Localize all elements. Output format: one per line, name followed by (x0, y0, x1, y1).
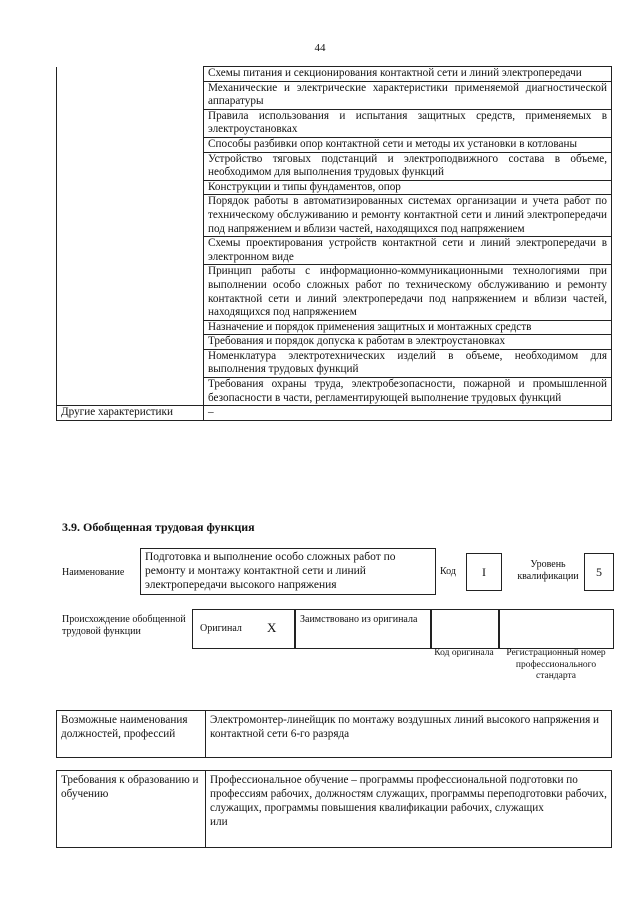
origin-label: Происхождение обобщенной трудовой функции (62, 614, 186, 637)
other-characteristics-row (57, 406, 612, 421)
knowledge-item: Устройство тяговых подстанций и электроподвижного состава в объеме, необходимом для выполнения трудовых функций (204, 152, 612, 180)
knowledge-item: Требования охраны труда, электробезопасности, пожарной и промышленной безопасности в части, регламентирующей выполнение трудовых функций (204, 378, 612, 406)
knowledge-left-cell (57, 265, 204, 320)
reg-number-cell (498, 609, 614, 649)
education-value: Профессиональное обучение – программы профессиональной подготовки по профессиям рабочих, должностям служащих, программы переподготовки рабочих, служащих, программы повышения квалификации рабочих, служащих (210, 774, 607, 814)
knowledge-row (57, 152, 612, 180)
code-box: I (466, 553, 502, 591)
knowledge-item: Схемы питания и секционирования контактной сети и линий электропередачи (204, 67, 612, 82)
education-table (56, 770, 612, 848)
level-box: 5 (584, 553, 614, 591)
positions-label: Возможные наименования должностей, профессий (57, 711, 206, 758)
knowledge-item: Требования и порядок допуска к работам в электроустановках (204, 335, 612, 350)
reg-caption: Регистрационный номер профессионального стандарта (506, 648, 606, 681)
knowledge-left-cell (57, 67, 204, 82)
knowledge-item: Правила использования и испытания защитных средств, применяемых в электроустановках (204, 109, 612, 137)
knowledge-row (57, 378, 612, 406)
borrowed-label: Заимствовано из оригинала (300, 614, 418, 625)
code-label: Код (440, 566, 456, 577)
knowledge-row (57, 180, 612, 195)
knowledge-left-cell (57, 320, 204, 335)
knowledge-row (57, 137, 612, 152)
knowledge-row (57, 81, 612, 109)
knowledge-item: Номенклатура электротехнических изделий в объеме, необходимом для выполнения трудовых функций (204, 349, 612, 377)
knowledge-row (57, 67, 612, 82)
knowledge-row (57, 195, 612, 237)
knowledge-row (57, 320, 612, 335)
knowledge-left-cell (57, 237, 204, 265)
original-label: Оригинал (200, 623, 242, 634)
code-caption: Код оригинала (434, 648, 494, 658)
knowledge-row (57, 237, 612, 265)
knowledge-left-cell (57, 349, 204, 377)
knowledge-item: Способы разбивки опор контактной сети и методы их установки в котлованы (204, 137, 612, 152)
positions-table (56, 710, 612, 758)
knowledge-item: Конструкции и типы фундаментов, опор (204, 180, 612, 195)
knowledge-left-cell (57, 180, 204, 195)
knowledge-item: Принцип работы с информационно-коммуникационными технологиями при выполнении особо сложных работ по техническому обслуживанию и ремонту контактной сети и линий электропередачи под напряжением и вблизи частей, находящихся под напряжением (204, 265, 612, 320)
knowledge-left-cell (57, 109, 204, 137)
knowledge-row (57, 109, 612, 137)
original-cell (192, 609, 296, 649)
knowledge-item: Порядок работы в автоматизированных системах организации и учета работ по техническому обслуживанию и ремонту контактной сети и линий электропередачи под напряжением и вблизи частей, находящихся под напряжением (204, 195, 612, 237)
knowledge-row (57, 265, 612, 320)
knowledge-left-cell (57, 137, 204, 152)
level-label: Уровень квалификации (517, 559, 579, 582)
education-value-cell (206, 771, 612, 848)
name-label: Наименование (62, 567, 125, 578)
knowledge-left-cell (57, 335, 204, 350)
education-tail: или (210, 816, 228, 828)
function-name-box: Подготовка и выполнение особо сложных работ по ремонту и монтажу контактной сети и линий электропередачи высокого напряжения (140, 548, 436, 595)
knowledge-row (57, 335, 612, 350)
section-title: 3.9. Обобщенная трудовая функция (62, 520, 255, 534)
original-mark: X (267, 620, 277, 635)
knowledge-table (56, 66, 612, 421)
positions-value: Электромонтер-линейщик по монтажу воздушных линий высокого напряжения и контактной сети 6-го разряда (206, 711, 612, 758)
knowledge-left-cell (57, 195, 204, 237)
knowledge-left-cell (57, 81, 204, 109)
other-characteristics-value: – (204, 406, 612, 421)
knowledge-left-cell (57, 152, 204, 180)
origin-code-cell (430, 609, 500, 649)
page-number: 44 (314, 42, 326, 54)
knowledge-item: Механические и электрические характеристики применяемой диагностической аппаратуры (204, 81, 612, 109)
other-characteristics-label: Другие характеристики (57, 406, 204, 421)
knowledge-row (57, 349, 612, 377)
borrowed-cell (294, 609, 432, 649)
knowledge-item: Назначение и порядок применения защитных и монтажных средств (204, 320, 612, 335)
education-label: Требования к образованию и обучению (57, 771, 206, 848)
knowledge-left-cell (57, 378, 204, 406)
knowledge-item: Схемы проектирования устройств контактной сети и линий электропередачи в электронном виде (204, 237, 612, 265)
